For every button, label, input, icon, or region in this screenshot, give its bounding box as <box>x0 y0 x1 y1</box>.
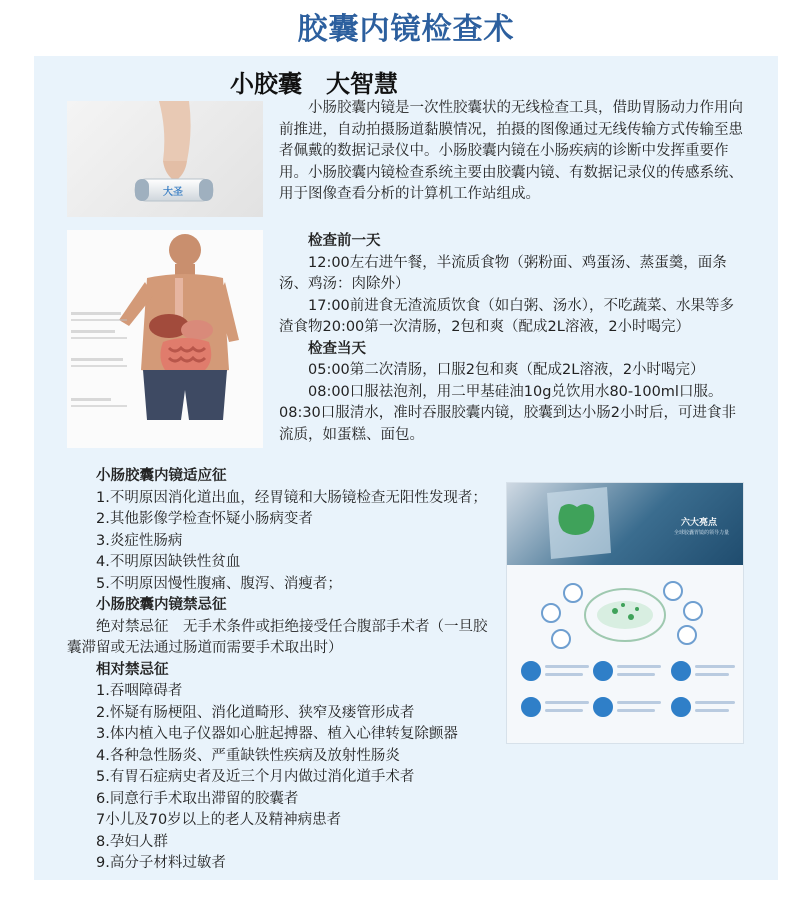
absolute-contraindication: 绝对禁忌征 无手术条件或拒绝接受任合腹部手术者（一旦胶囊滞留或无法通过肠道而需要手术取出时） <box>67 618 488 656</box>
prep-section <box>279 231 747 446</box>
feature-bubble <box>521 661 541 681</box>
day-before-item: 17:00前进食无渣流质饮食（如白粥、汤水），不吃蔬菜、水果等多渣食物20:00第一次清肠，2包和爽（配成2L溶液，2小时喝完） <box>279 297 735 335</box>
same-day-item: 08:00口服祛泡剂，用二甲基硅油10g兑饮用水80-100ml口服。08:30口服清水，准时吞服胶囊内镜，胶囊到达小肠2小时后，可进食非流质，如蛋糕、面包。 <box>279 383 737 443</box>
relative-item: 4.各种急性肠炎、严重缺铁性疾病及放射性肠炎 <box>96 747 400 764</box>
indication-item: 1.不明原因消化道出血，经胃镜和大肠镜检查无阳性发现者； <box>96 489 487 506</box>
relative-item: 6.同意行手术取出滞留的胶囊者 <box>96 790 299 807</box>
feature-bubble <box>677 625 697 645</box>
feature-bubble <box>563 583 583 603</box>
relative-item: 9.高分子材料过敏者 <box>96 855 226 871</box>
intro-paragraph: 小肠胶囊内镜是一次性胶囊状的无线检查工具，借助胃肠动力作用向前推进，自动拍摄肠道黏膜情况，拍摄的图像通过无线传输方式传输至患者佩戴的数据记录仪中。小肠胶囊内镜在小肠疾病的诊断中发挥重要作用。小肠胶囊内镜检查系统主要由胶囊内镜、有数据记录仪的传感系统、用于图像查看分析的计算机工作站组成。 <box>279 100 743 202</box>
relative-item: 7小儿及70岁以上的老人及精神病患者 <box>96 812 342 828</box>
indication-item: 2.其他影像学检查怀疑小肠病变者 <box>96 511 313 527</box>
relative-item: 5.有胃石症病史者及近三个月内做过消化道手术者 <box>96 769 415 785</box>
anatomy-illustration <box>67 230 263 448</box>
same-day-heading: 检查当天 <box>308 340 366 357</box>
day-before-heading: 检查前一天 <box>308 233 381 249</box>
same-day-item: 05:00第二次清肠，口服2包和爽（配成2L溶液，2小时喝完） <box>308 362 705 378</box>
capsule-brand-text: 大圣 <box>163 187 183 198</box>
relative-item: 1.吞咽障碍者 <box>96 683 183 699</box>
brochure-subtitle: 全球胶囊胃镜的领导力量 <box>673 530 729 536</box>
content-panel <box>34 56 778 880</box>
subtitle: 小胶囊 大智慧 <box>230 70 398 98</box>
relative-item: 8.孕妇人群 <box>96 833 168 850</box>
feature-bubble <box>521 697 541 717</box>
indications-section <box>67 466 497 681</box>
relative-contraindications-heading: 相对禁忌征 <box>96 661 169 678</box>
feature-bubble <box>541 603 561 623</box>
brochure-title: 六大亮点 <box>680 518 717 528</box>
indications-heading: 小肠胶囊内镜适应征 <box>96 468 227 484</box>
feature-bubble <box>663 581 683 601</box>
indication-item: 5.不明原因慢性腹痛、腹泻、消瘦者； <box>96 575 342 592</box>
feature-bubble <box>593 661 613 681</box>
feature-bubble <box>671 661 691 681</box>
feature-bubble <box>593 697 613 717</box>
feature-bubble <box>671 697 691 717</box>
indication-item: 4.不明原因缺铁性贫血 <box>96 554 241 570</box>
capsule-photo <box>67 101 263 217</box>
feature-bubble <box>683 601 703 621</box>
brochure-image <box>506 482 744 744</box>
brochure-header <box>507 483 743 565</box>
page-title: 胶囊内镜检查术 <box>297 12 515 47</box>
feature-bubble <box>551 629 571 649</box>
relative-item: 3.体内植入电子仪器如心脏起搏器、植入心律转复除颤器 <box>96 726 458 742</box>
relative-contraindications-list <box>67 681 507 875</box>
indication-item: 3.炎症性肠病 <box>96 532 183 549</box>
intro-text <box>279 98 747 206</box>
relative-item: 2.怀疑有肠梗阻、消化道畸形、狭窄及瘘管形成者 <box>96 704 415 721</box>
day-before-item: 12:00左右进午餐，半流质食物（粥粉面、鸡蛋汤、蒸蛋羹，面条汤、鸡汤：肉除外） <box>279 254 727 292</box>
contraindications-heading: 小肠胶囊内镜禁忌征 <box>96 597 227 613</box>
